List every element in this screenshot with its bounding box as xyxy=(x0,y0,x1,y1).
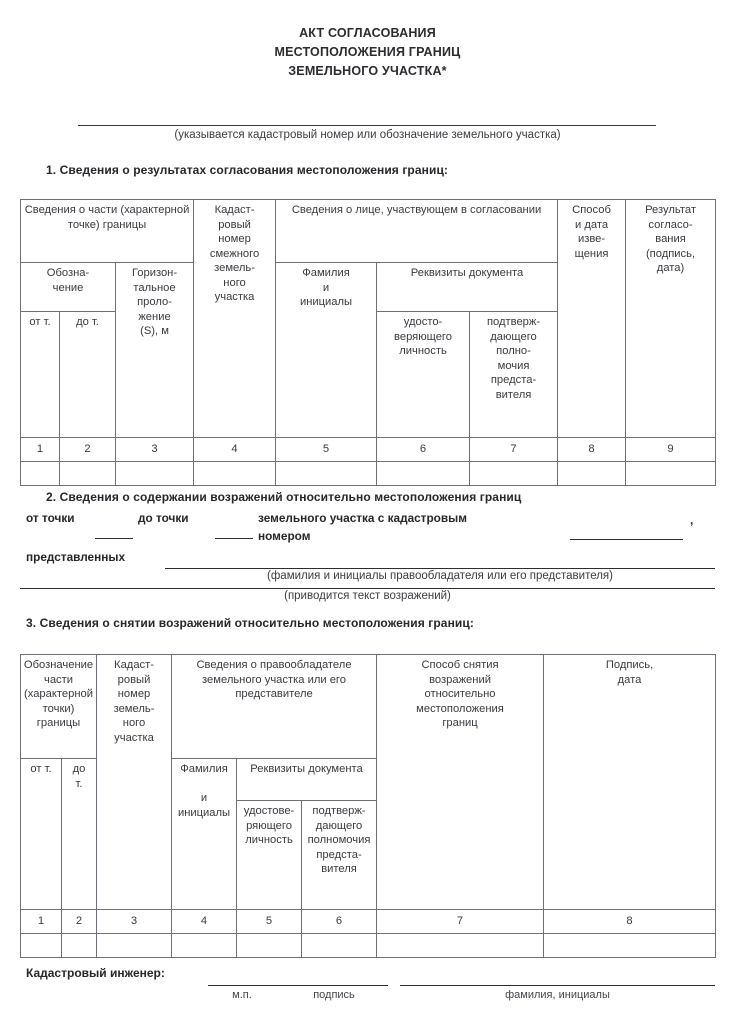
approval-results-table xyxy=(20,199,716,486)
section-3-heading: 3. Сведения о снятии возражений относительно местоположения границ: xyxy=(26,616,474,630)
header-withdrawal-method: Способ снятия возражений относительно местоположения границ xyxy=(377,655,544,910)
section2-parcel-text: земельного участка с кадастровым xyxy=(258,511,467,525)
column-number: 2 xyxy=(60,438,116,462)
table-cell[interactable] xyxy=(544,934,716,958)
column-number: 4 xyxy=(172,910,237,934)
header-document-details: Реквизиты документа xyxy=(377,263,558,312)
table-cell[interactable] xyxy=(377,462,470,486)
column-number: 7 xyxy=(470,438,558,462)
section2-to-point-input[interactable] xyxy=(215,538,253,539)
column-number: 4 xyxy=(194,438,276,462)
table-cell[interactable] xyxy=(21,934,62,958)
table-cell[interactable] xyxy=(470,462,558,486)
column-number: 3 xyxy=(116,438,194,462)
document-title xyxy=(0,24,735,81)
header-from-point: от т. xyxy=(21,312,60,438)
column-number: 8 xyxy=(558,438,626,462)
header-authority-document: подтверж- дающего полномочия предста- вителя xyxy=(302,801,377,910)
stamp-caption: м.п. xyxy=(232,989,252,1001)
name-caption: фамилия, инициалы xyxy=(505,989,610,1001)
header-person-info: Сведения о лице, участвующем в согласовании xyxy=(276,200,558,263)
cadastral-number-caption: (указывается кадастровый номер или обозначение земельного участка) xyxy=(174,129,561,141)
section2-to-point-label: до точки xyxy=(138,511,189,525)
section2-holder-caption: (фамилия и инициалы правообладателя или его представителя) xyxy=(267,570,613,582)
header-horizontal-layout: Горизон- тальное проло- жение (S), м xyxy=(116,263,194,438)
column-number: 5 xyxy=(276,438,377,462)
column-number: 1 xyxy=(21,438,60,462)
table-cell[interactable] xyxy=(302,934,377,958)
header-surname-initials: Фамилия и инициалы xyxy=(276,263,377,438)
table-cell[interactable] xyxy=(237,934,302,958)
header-designation: Обозна- чение xyxy=(21,263,116,312)
table-row[interactable] xyxy=(21,462,716,486)
section2-from-point-label: от точки xyxy=(26,511,75,525)
header-authority-document: подтверж- дающего полно- мочия предста- вителя xyxy=(470,312,558,438)
section2-objections-text-input[interactable] xyxy=(20,588,715,589)
table-cell[interactable] xyxy=(172,934,237,958)
header-signature-date: Подпись, дата xyxy=(544,655,716,910)
engineer-name-input[interactable] xyxy=(400,985,715,986)
section2-cadastral-number-input[interactable] xyxy=(570,539,683,540)
header-identity-document: удосто- веряющего личность xyxy=(377,312,470,438)
engineer-signature-input[interactable] xyxy=(208,985,388,986)
section2-presented-label: представленных xyxy=(26,550,126,564)
column-number: 6 xyxy=(377,438,470,462)
table-cell[interactable] xyxy=(626,462,716,486)
table-header-row-group xyxy=(21,200,716,263)
header-part-info: Сведения о части (характерной точке) границы xyxy=(21,200,194,263)
table-cell[interactable] xyxy=(276,462,377,486)
table-cell[interactable] xyxy=(377,934,544,958)
column-number: 2 xyxy=(62,910,97,934)
table-header-row-group xyxy=(21,655,716,759)
table-column-numbers-row xyxy=(21,438,716,462)
table-cell[interactable] xyxy=(21,462,60,486)
title-line-2: МЕСТОПОЛОЖЕНИЯ ГРАНИЦ xyxy=(274,45,461,59)
table-cell[interactable] xyxy=(60,462,116,486)
header-to-point: до т. xyxy=(60,312,116,438)
section2-number-label: номером xyxy=(258,529,311,543)
header-part-designation: Обозначение части (характерной точки) границы xyxy=(21,655,97,759)
header-approval-result: Результат согласо- вания (подпись, дата) xyxy=(626,200,716,438)
title-line-3: ЗЕМЕЛЬНОГО УЧАСТКА* xyxy=(288,64,447,78)
table-cell[interactable] xyxy=(97,934,172,958)
table-cell[interactable] xyxy=(194,462,276,486)
section2-holder-name-input[interactable] xyxy=(165,568,715,569)
section2-objections-caption: (приводится текст возражений) xyxy=(284,590,451,602)
column-number: 6 xyxy=(302,910,377,934)
header-from-point: от т. xyxy=(21,759,62,910)
header-surname-initials: Фамилия и инициалы xyxy=(172,759,237,910)
table-column-numbers-row xyxy=(21,910,716,934)
header-to-point: до т. xyxy=(62,759,97,910)
signature-caption: подпись xyxy=(313,989,355,1001)
cadastral-number-fill-line[interactable] xyxy=(78,125,656,126)
column-number: 5 xyxy=(237,910,302,934)
column-number: 7 xyxy=(377,910,544,934)
table-row[interactable] xyxy=(21,934,716,958)
column-number: 8 xyxy=(544,910,716,934)
header-holder-info: Сведения о правообладателе земельного участка или его представителе xyxy=(172,655,377,759)
section2-comma: , xyxy=(690,513,694,527)
table-cell[interactable] xyxy=(558,462,626,486)
title-line-1: АКТ СОГЛАСОВАНИЯ xyxy=(299,26,436,40)
header-notification-method: Способ и дата изве- щения xyxy=(558,200,626,438)
section-1-heading: 1. Сведения о результатах согласования местоположения границ: xyxy=(46,163,449,177)
table-cell[interactable] xyxy=(62,934,97,958)
table-cell[interactable] xyxy=(116,462,194,486)
header-cadastral-number: Кадаст- ровый номер земель- ного участка xyxy=(97,655,172,910)
header-identity-document: удостове- ряющего личность xyxy=(237,801,302,910)
header-document-details: Реквизиты документа xyxy=(237,759,377,801)
section2-from-point-input[interactable] xyxy=(95,538,133,539)
header-cadastral-number-adjacent: Кадаст- ровый номер смежного земель- ного участка xyxy=(194,200,276,438)
column-number: 3 xyxy=(97,910,172,934)
column-number: 9 xyxy=(626,438,716,462)
column-number: 1 xyxy=(21,910,62,934)
section-2-heading: 2. Сведения о содержании возражений относительно местоположения границ xyxy=(46,490,522,504)
objection-withdrawal-table xyxy=(20,654,716,958)
cadastral-engineer-label: Кадастровый инженер: xyxy=(26,966,165,980)
